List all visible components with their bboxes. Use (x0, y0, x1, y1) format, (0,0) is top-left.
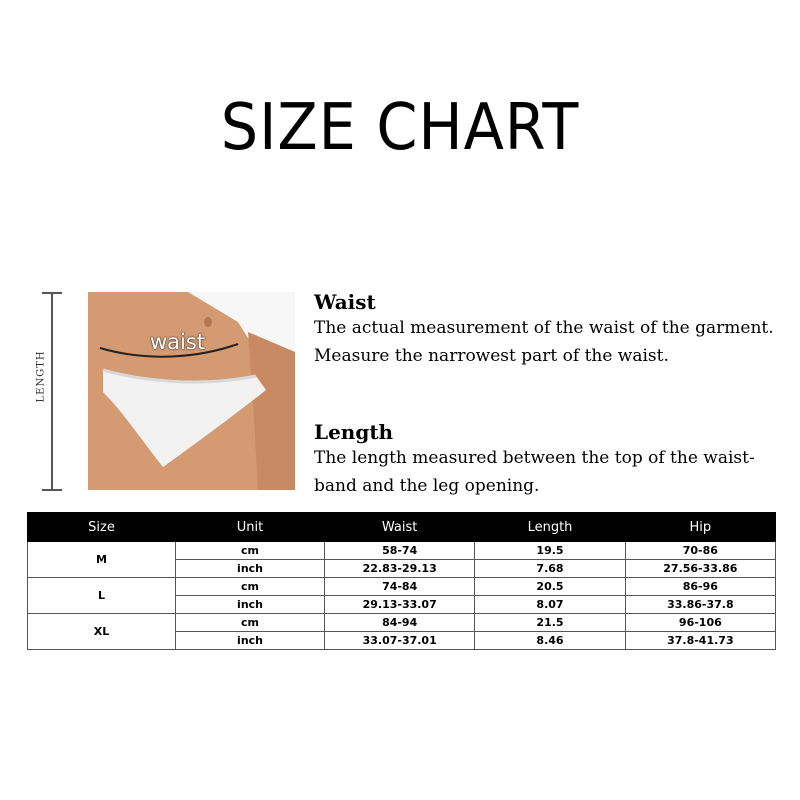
waist-text-line1: The actual measurement of the waist of the garment. (314, 318, 774, 338)
hip-cell: 86-96 (625, 578, 775, 596)
hip-cell: 27.56-33.86 (625, 560, 775, 578)
waist-tag: waist (150, 330, 206, 354)
unit-cell: cm (176, 614, 325, 632)
page-title: SIZE CHART (220, 91, 580, 165)
waist-cell: 22.83-29.13 (325, 560, 475, 578)
table-row (28, 614, 776, 632)
waist-cell: 29.13-33.07 (325, 596, 475, 614)
waist-cell: 84-94 (325, 614, 475, 632)
length-heading: Length (314, 420, 394, 444)
header-waist: Waist (325, 513, 475, 542)
product-illustration (88, 292, 295, 490)
length-ruler-label: LENGTH (35, 350, 47, 403)
waist-description (314, 290, 774, 370)
size-cell: XL (28, 614, 176, 650)
unit-cell: cm (176, 542, 325, 560)
header-size: Size (28, 513, 176, 542)
hip-cell: 70-86 (625, 542, 775, 560)
length-cell: 21.5 (475, 614, 625, 632)
hip-cell: 37.8-41.73 (625, 632, 775, 650)
length-text-line2: band and the leg opening. (314, 476, 540, 496)
length-cell: 7.68 (475, 560, 625, 578)
unit-cell: inch (176, 596, 325, 614)
hip-cell: 33.86-37.8 (625, 596, 775, 614)
hip-cell: 96-106 (625, 614, 775, 632)
length-ruler (51, 292, 53, 490)
size-cell: L (28, 578, 176, 614)
waist-cell: 74-84 (325, 578, 475, 596)
waist-cell: 33.07-37.01 (325, 632, 475, 650)
waist-heading: Waist (314, 290, 376, 314)
unit-cell: inch (176, 632, 325, 650)
product-photo (88, 292, 295, 490)
size-table (27, 512, 776, 650)
table-row (28, 542, 776, 560)
unit-cell: cm (176, 578, 325, 596)
waist-text-line2: Measure the narrowest part of the waist. (314, 346, 669, 366)
length-cell: 8.07 (475, 596, 625, 614)
length-ruler-cap-bottom (42, 489, 62, 491)
size-cell: M (28, 542, 176, 578)
waist-cell: 58-74 (325, 542, 475, 560)
length-cell: 19.5 (475, 542, 625, 560)
length-description (314, 420, 755, 500)
header-length: Length (475, 513, 625, 542)
table-header-row (28, 513, 776, 542)
length-cell: 20.5 (475, 578, 625, 596)
length-cell: 8.46 (475, 632, 625, 650)
unit-cell: inch (176, 560, 325, 578)
table-row (28, 578, 776, 596)
length-text-line1: The length measured between the top of the waist- (314, 448, 755, 468)
header-hip: Hip (625, 513, 775, 542)
length-ruler-cap-top (42, 292, 62, 294)
header-unit: Unit (176, 513, 325, 542)
